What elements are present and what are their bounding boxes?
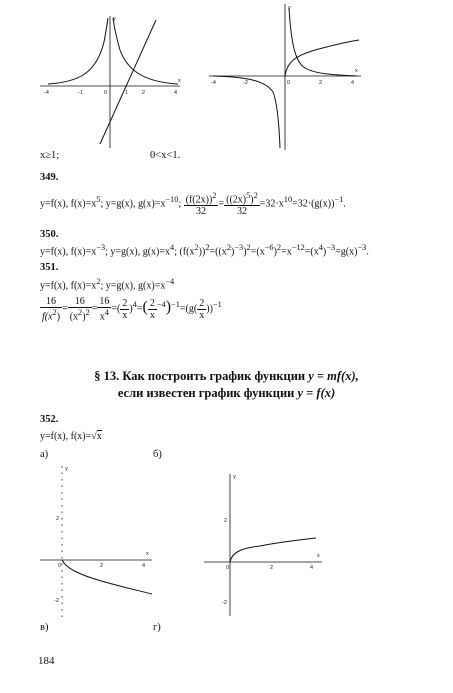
problem-number: 352. <box>40 414 59 425</box>
t: (x <box>69 311 79 323</box>
t: x <box>99 311 105 323</box>
e: −3 <box>326 243 336 252</box>
sqrt-arg: x <box>96 431 102 442</box>
t: y=f(x), f(x)= <box>40 431 92 442</box>
math: y = f(x) <box>297 386 336 400</box>
t: y=f(x), f(x)=x <box>40 280 97 292</box>
section-heading-line1 <box>0 369 453 384</box>
e: −1 <box>212 300 222 310</box>
y-tick-label: -2 <box>54 598 59 604</box>
exp: −10 <box>165 195 179 205</box>
x-axis-label: x <box>146 551 149 557</box>
e: 2 <box>85 308 90 317</box>
problem-349-formula <box>40 191 346 217</box>
t: ) <box>230 246 235 258</box>
label-v: в) <box>40 622 49 633</box>
den: x <box>122 309 128 321</box>
tick-label: 4 <box>310 565 314 571</box>
tick-label: -1 <box>78 90 83 96</box>
text: ; y=g(x), g(x)=x <box>100 198 166 210</box>
t: ; (f(x <box>174 246 195 258</box>
section-heading-line2 <box>0 386 453 401</box>
curve-left-branch <box>213 76 280 148</box>
tick-label: -4 <box>211 80 216 86</box>
y-axis-label: y <box>288 5 291 11</box>
e: −3 <box>96 243 106 252</box>
curve-left-branch <box>48 18 108 84</box>
y-axis-label: y <box>113 16 116 22</box>
t: . <box>366 246 369 258</box>
tick-label: 1 <box>125 90 129 96</box>
e: −4 <box>156 300 166 310</box>
y-tick-label: 2 <box>56 516 60 522</box>
graph-bottom-right <box>200 470 325 620</box>
tick-label: 2 <box>319 80 323 86</box>
fraction <box>148 298 157 321</box>
e: 2 <box>276 243 282 252</box>
text: =32·x <box>259 198 284 210</box>
origin-label: 0 <box>226 565 230 571</box>
graph-top-right <box>205 2 365 152</box>
den: x <box>149 309 155 321</box>
t: =((x <box>209 246 227 258</box>
tick-label: 2 <box>142 90 146 96</box>
line-graph <box>100 20 156 144</box>
caption-right: 0<x<1. <box>150 150 181 161</box>
sqrt-sign: √ <box>91 431 97 442</box>
num: 16 <box>99 296 110 307</box>
page-number: 184 <box>38 655 55 667</box>
tick-label: -2 <box>243 80 248 86</box>
text: ; <box>178 198 182 210</box>
t: ) <box>56 311 61 323</box>
num: (f(2x)) <box>185 194 213 206</box>
graph-bottom-left <box>38 462 158 622</box>
exp: −1 <box>334 195 344 205</box>
fraction <box>120 298 129 321</box>
e: −6 <box>264 243 274 252</box>
exp: 2 <box>253 191 258 200</box>
num: 2 <box>149 297 155 309</box>
x-axis-label: x <box>317 553 320 559</box>
den: 32 <box>196 206 207 218</box>
origin-label: 0 <box>104 90 108 96</box>
num: 2 <box>199 297 205 309</box>
fraction <box>184 191 219 217</box>
y-axis-label: y <box>233 474 236 480</box>
den <box>40 308 62 322</box>
t: ) <box>322 246 327 258</box>
t: = <box>136 303 143 315</box>
e: 2 <box>226 243 231 252</box>
e: 4 <box>318 243 323 252</box>
num: ) <box>250 194 254 206</box>
e: 4 <box>104 308 109 317</box>
x-axis-label: x <box>355 68 358 74</box>
paren: ( <box>142 298 148 316</box>
tick-label: -4 <box>44 90 49 96</box>
e: −4 <box>165 277 175 286</box>
t: =( <box>111 303 121 315</box>
origin-label: 0 <box>58 563 62 569</box>
t: =g(x) <box>335 246 358 258</box>
e: 2 <box>52 308 57 317</box>
eq: = <box>218 198 225 210</box>
fraction <box>197 298 206 321</box>
e: 2 <box>96 277 101 286</box>
t: =(x <box>304 246 319 258</box>
tick-label: 4 <box>174 90 178 96</box>
exp: 10 <box>283 195 293 205</box>
problem-number: 350. <box>40 229 59 240</box>
exp: 5 <box>246 191 251 200</box>
math: y = mf(x), <box>308 369 359 383</box>
t: ) <box>129 303 133 315</box>
t: ; y=g(x), g(x)=x <box>105 246 171 258</box>
fraction <box>97 296 111 322</box>
num: 2 <box>122 297 128 309</box>
t: § 13. Как построить график функции <box>94 369 309 383</box>
paren: ) <box>165 298 172 316</box>
e: −3 <box>234 243 244 252</box>
curve <box>62 560 152 594</box>
tick-label: 0 <box>287 80 291 86</box>
problem-350-formula <box>40 243 369 257</box>
e: 4 <box>170 243 175 252</box>
text: y=f(x), f(x)=x <box>40 198 97 210</box>
tick-label: 2 <box>100 563 104 569</box>
caption-left: x≥1; <box>40 150 60 161</box>
y-axis-label: y <box>65 466 68 472</box>
fraction <box>40 296 62 322</box>
exp: 5 <box>96 195 101 205</box>
t: ) <box>243 246 247 258</box>
num: 16 <box>68 296 92 308</box>
curve-right-branch <box>113 18 178 84</box>
problem-351-formula <box>40 296 222 322</box>
tick-label: 4 <box>351 80 355 86</box>
e: 2 <box>78 308 83 317</box>
eq: = <box>91 303 98 315</box>
t: ) <box>273 246 277 258</box>
t: )) <box>206 303 213 315</box>
e: −12 <box>291 243 305 252</box>
t: =(g( <box>179 303 198 315</box>
eq: = <box>62 303 68 315</box>
t: =(x <box>250 246 265 258</box>
label-g: г) <box>153 622 161 633</box>
e: −1 <box>171 300 180 310</box>
t: y=f(x), f(x)=x <box>40 246 97 258</box>
den <box>97 308 111 322</box>
t: f(x <box>42 311 53 323</box>
y-tick-label: -2 <box>222 600 227 606</box>
e: 2 <box>246 243 251 252</box>
e: 2 <box>194 243 199 252</box>
t: если известен график функции <box>117 386 298 400</box>
t: ) <box>82 311 86 323</box>
text: =32·(g(x)) <box>292 198 335 210</box>
tick-label: 2 <box>270 565 274 571</box>
problem-number: 351. <box>40 262 59 273</box>
num: 16 <box>40 296 62 308</box>
fraction <box>224 191 260 217</box>
t: )) <box>198 246 206 258</box>
x-axis-label: x <box>178 78 181 84</box>
t: ; y=g(x), g(x)=x <box>100 280 166 292</box>
t: =x <box>281 246 292 258</box>
curve-root <box>285 40 359 76</box>
exp: 2 <box>212 191 217 200</box>
curve <box>230 538 316 562</box>
label-a: а) <box>40 449 49 460</box>
e: 4 <box>132 300 137 310</box>
label-b: б) <box>153 449 162 460</box>
problem-352-line <box>40 431 102 442</box>
tick-label: 4 <box>142 563 146 569</box>
problem-351-line <box>40 277 174 291</box>
fraction <box>68 296 92 322</box>
text: . <box>343 198 346 210</box>
den <box>68 308 92 322</box>
num: ((2x) <box>226 194 247 206</box>
den: x <box>199 309 205 321</box>
e: 2 <box>205 243 210 252</box>
den: 32 <box>236 206 247 218</box>
e: −3 <box>357 243 367 252</box>
y-tick-label: 2 <box>224 518 228 524</box>
graph-top-left <box>38 12 188 152</box>
problem-number: 349. <box>40 172 59 183</box>
